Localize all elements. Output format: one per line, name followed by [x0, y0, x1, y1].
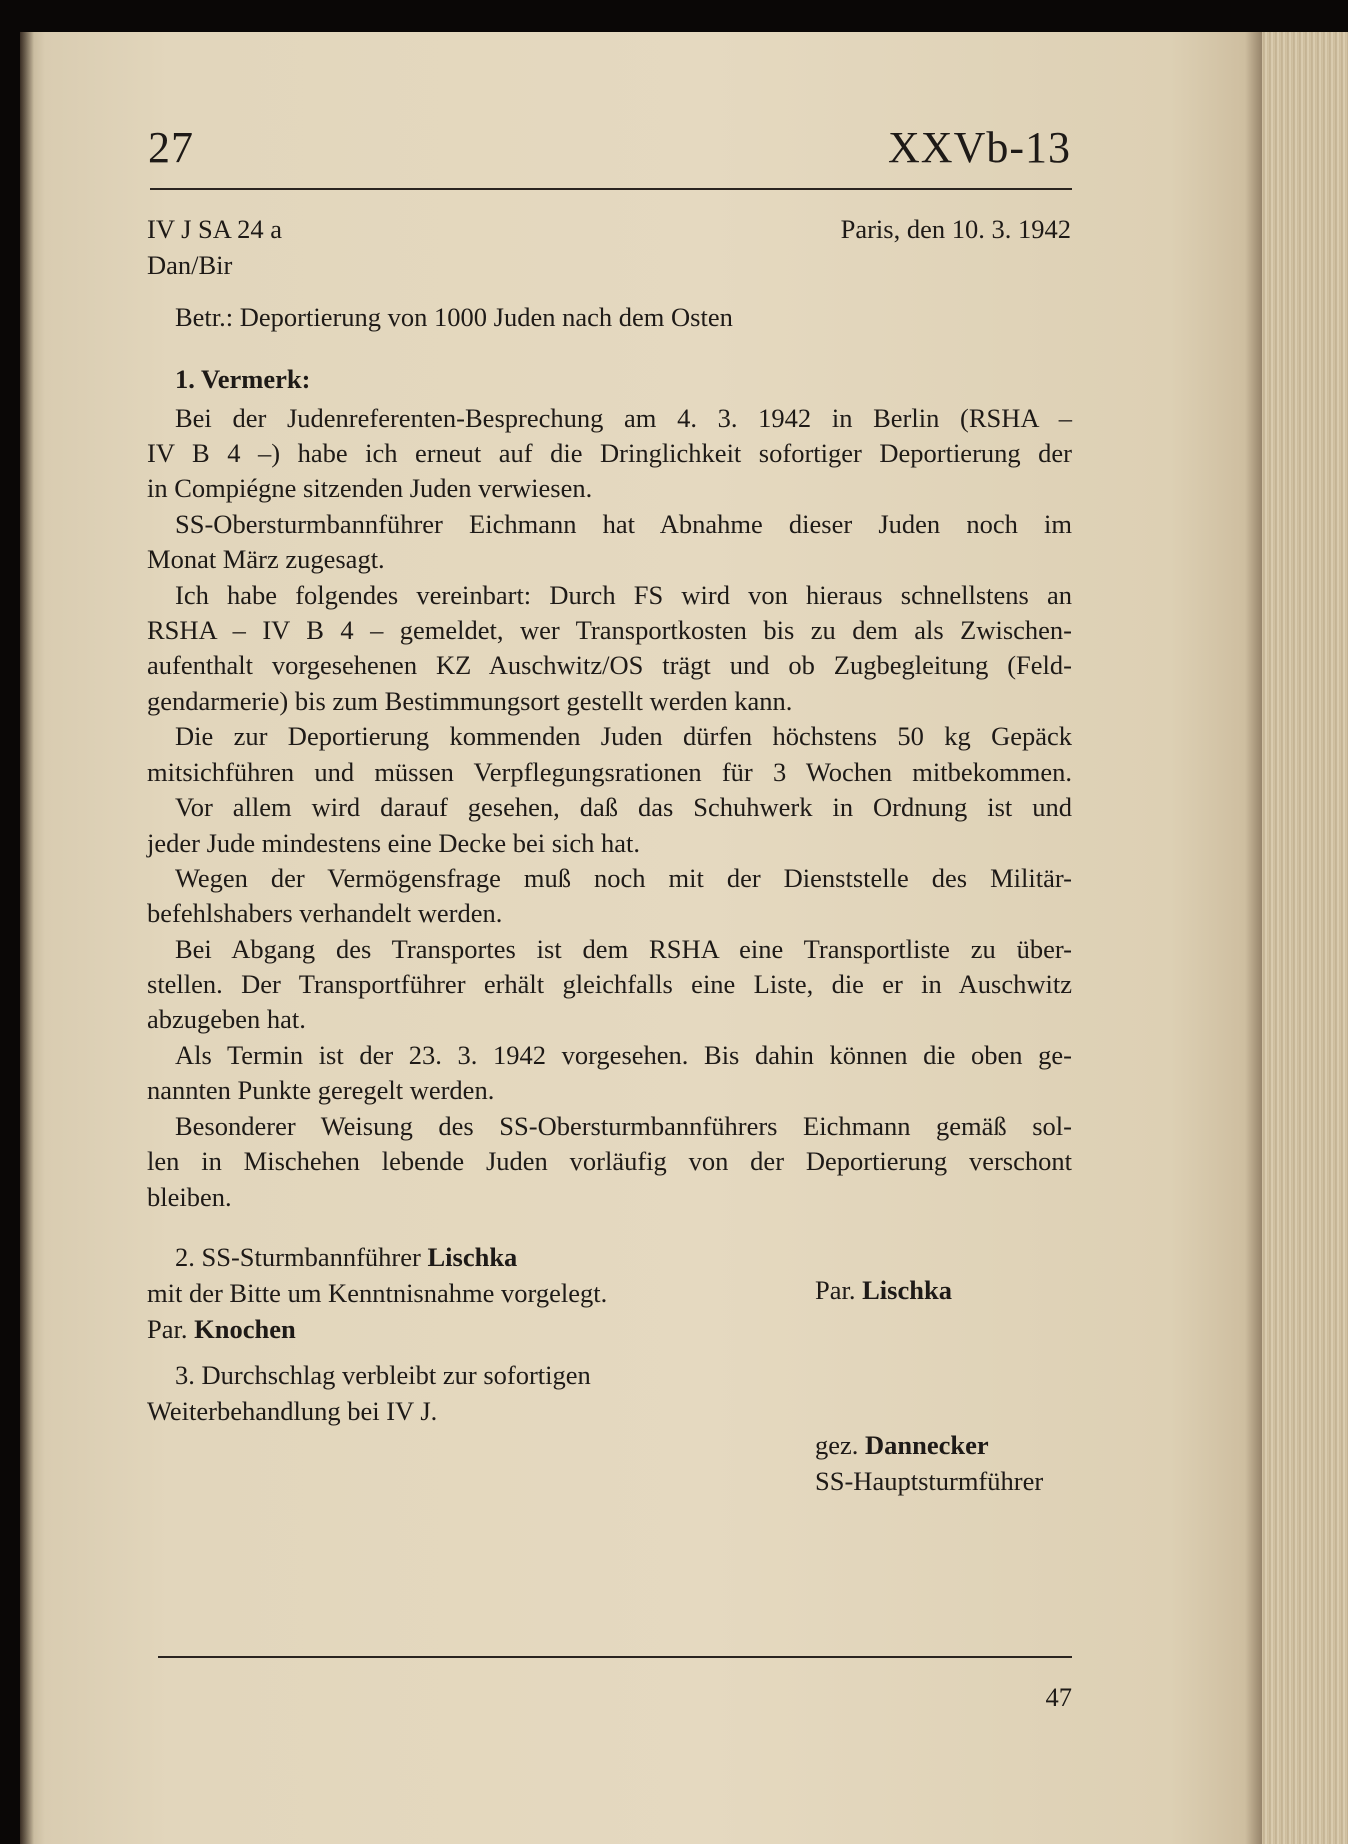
initials-right	[815, 1275, 952, 1305]
name-lischka: Lischka	[427, 1242, 518, 1272]
signature-rank: SS-Hauptsturmführer	[815, 1466, 1044, 1496]
body-line: stellen. Der Transportführer erhält gleichfalls eine Liste, die er in Auschwitz	[147, 969, 1072, 999]
body-line: abzugeben hat.	[147, 1004, 306, 1034]
body-line: Bei Abgang des Transportes ist dem RSHA eine Transportliste zu über-	[175, 934, 1072, 964]
name-dannecker: Dannecker	[865, 1430, 989, 1460]
body-line: SS-Obersturmbannführer Eichmann hat Abnahme dieser Juden noch im	[175, 509, 1072, 539]
section2-line1	[175, 1242, 517, 1272]
body-line: Besonderer Weisung des SS-Obersturmbannführers Eichmann gemäß sol-	[175, 1111, 1072, 1141]
body-line: mitsichführen und müssen Verpflegungsrationen für 3 Wochen mitbekommen.	[147, 757, 1072, 787]
body-line: Monat März zugesagt.	[147, 544, 385, 574]
name-knochen: Knochen	[194, 1314, 296, 1344]
footer-page-number: 47	[1045, 1682, 1072, 1712]
header-rule	[150, 188, 1072, 190]
section2-line3	[147, 1314, 296, 1344]
body-line: in Compiégne sitzenden Juden verwiesen.	[147, 473, 593, 503]
section2-line2: mit der Bitte um Kenntnisnahme vorgelegt.	[147, 1278, 608, 1308]
footer-rule	[158, 1656, 1072, 1658]
reference-code: IV J SA 24 a	[147, 214, 282, 244]
body-line: Bei der Judenreferenten-Besprechung am 4. 3. 1942 in Berlin (RSHA –	[175, 403, 1072, 433]
par-prefix-right: Par.	[815, 1275, 863, 1305]
body-line: Ich habe folgendes vereinbart: Durch FS wird von hieraus schnellstens an	[175, 580, 1072, 610]
body-line: gendarmerie) bis zum Bestimmungsort gestellt werden kann.	[147, 686, 793, 716]
body-line: IV B 4 –) habe ich erneut auf die Dringlichkeit sofortiger Deportierung der	[147, 438, 1072, 468]
body-line: jeder Jude mindestens eine Decke bei sich hat.	[147, 828, 641, 858]
body-line: Vor allem wird darauf gesehen, daß das Schuhwerk in Ordnung ist und	[175, 792, 1072, 822]
body-line: bleiben.	[147, 1182, 232, 1212]
body-line: Wegen der Vermögensfrage muß noch mit der Dienststelle des Militär-	[175, 863, 1072, 893]
name-lischka-right: Lischka	[862, 1275, 952, 1305]
gez-prefix: gez.	[815, 1430, 866, 1460]
spine-shadow	[20, 32, 34, 1844]
signature-line	[815, 1430, 989, 1460]
body-line: befehlshabers verhandelt werden.	[147, 898, 503, 928]
body-line: aufenthalt vorgesehenen KZ Auschwitz/OS trägt und ob Zugbegleitung (Feld-	[147, 650, 1072, 680]
body-line: nannten Punkte geregelt werden.	[147, 1075, 495, 1105]
body-line: Als Termin ist der 23. 3. 1942 vorgesehen. Bis dahin können die oben ge-	[175, 1040, 1072, 1070]
par-prefix: Par.	[147, 1314, 195, 1344]
page-number-left: 27	[148, 123, 194, 172]
subject-line: Betr.: Deportierung von 1000 Juden nach dem Osten	[175, 302, 733, 332]
place-date: Paris, den 10. 3. 1942	[840, 214, 1071, 244]
section-heading-vermerk: 1. Vermerk:	[175, 364, 311, 394]
body-line: RSHA – IV B 4 – gemeldet, wer Transportkosten bis zu dem als Zwischen-	[147, 615, 1072, 645]
page-stack-edges	[1262, 32, 1348, 1844]
document-id: XXVb-13	[888, 123, 1071, 172]
section2-prefix: 2. SS-Sturmbannführer	[175, 1242, 428, 1272]
reference-initials: Dan/Bir	[147, 250, 233, 280]
section3-line1: 3. Durchschlag verbleibt zur sofortigen	[175, 1360, 591, 1390]
body-line: len in Mischehen lebende Juden vorläufig von der Deportierung verschont	[147, 1146, 1072, 1176]
body-line: Die zur Deportierung kommenden Juden dürfen höchstens 50 kg Gepäck	[175, 721, 1072, 751]
section3-line2: Weiterbehandlung bei IV J.	[147, 1396, 438, 1426]
